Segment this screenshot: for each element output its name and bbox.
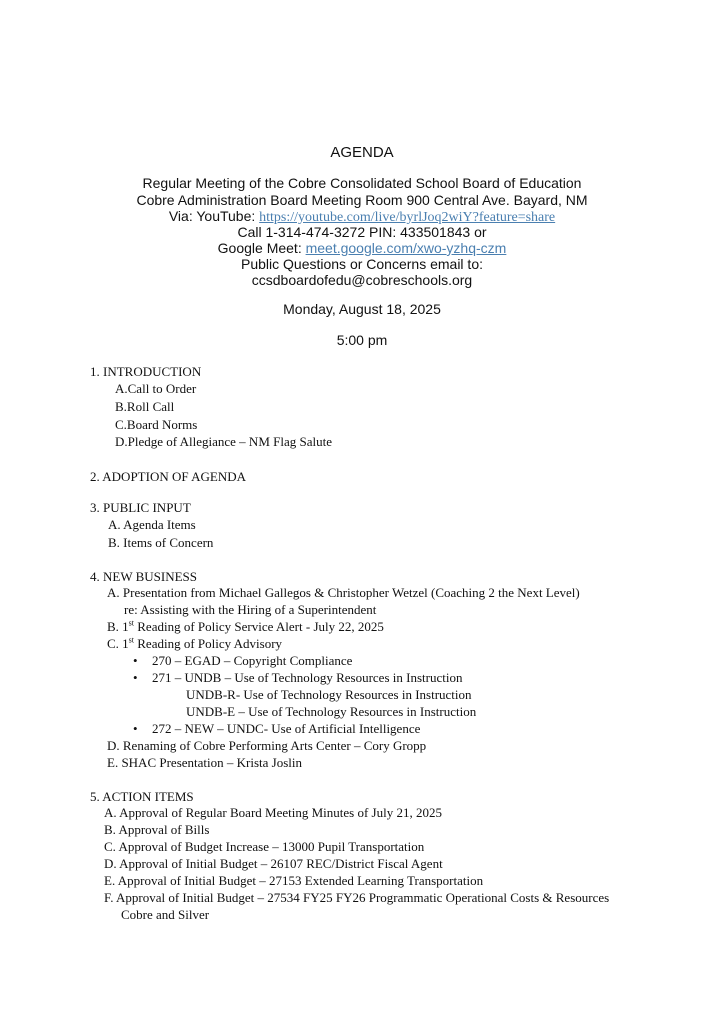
list-item-continuation: re: Assisting with the Hiring of a Superintendent	[124, 602, 377, 617]
list-item: C.Board Norms	[115, 417, 198, 432]
list-item: 272 – NEW – UNDC- Use of Artificial Intelligence	[152, 721, 421, 736]
meeting-location: Cobre Administration Board Meeting Room 900 Central Ave. Bayard, NM	[136, 192, 588, 208]
section-adoption-heading: 2. ADOPTION OF AGENDA	[90, 469, 247, 484]
list-item: F. Approval of Initial Budget – 27534 FY25 FY26 Programmatic Operational Costs & Resources	[104, 890, 610, 905]
list-item: A.Call to Order	[115, 381, 197, 396]
list-item-part: Reading of Policy Service Alert - July 22, 2025	[134, 619, 384, 634]
youtube-prefix: Via: YouTube:	[168, 208, 260, 224]
list-item: B.Roll Call	[115, 399, 175, 414]
page-title: AGENDA	[330, 144, 394, 161]
ordinal-suffix: st	[128, 635, 135, 645]
list-item: A. Approval of Regular Board Meeting Minutes of July 21, 2025	[104, 805, 442, 820]
list-item: A. Agenda Items	[108, 517, 196, 532]
list-item: 271 – UNDB – Use of Technology Resources in Instruction	[152, 670, 463, 685]
ordinal-suffix: st	[128, 618, 135, 628]
section-action-items-heading: 5. ACTION ITEMS	[90, 789, 194, 804]
meeting-time: 5:00 pm	[336, 332, 388, 348]
bullet-icon: •	[133, 670, 138, 685]
google-meet-link[interactable]: meet.google.com/xwo-yzhq-czm	[305, 240, 507, 256]
bullet-icon: •	[133, 721, 138, 736]
public-questions-line: Public Questions or Concerns email to:	[241, 256, 483, 272]
list-item-part: C. 1	[107, 636, 129, 651]
meeting-date: Monday, August 18, 2025	[283, 301, 441, 317]
list-item: E. SHAC Presentation – Krista Joslin	[107, 755, 302, 770]
list-item-continuation: Cobre and Silver	[121, 907, 210, 922]
list-item-part: Reading of Policy Advisory	[134, 636, 283, 651]
contact-email: ccsdboardofedu@cobreschools.org	[251, 272, 473, 288]
list-item-continuation: UNDB-E – Use of Technology Resources in Instruction	[186, 704, 477, 719]
section-new-business-heading: 4. NEW BUSINESS	[90, 569, 198, 584]
call-in-line: Call 1-314-474-3272 PIN: 433501843 or	[237, 224, 487, 240]
list-item: E. Approval of Initial Budget – 27153 Extended Learning Transportation	[104, 873, 484, 888]
list-item: D. Approval of Initial Budget – 26107 REC/District Fiscal Agent	[104, 856, 443, 871]
bullet-icon: •	[133, 653, 138, 668]
youtube-link[interactable]: https://youtube.com/live/byrlJoq2wiY?feature=share	[259, 210, 556, 225]
list-item-part: B. 1	[107, 619, 129, 634]
list-item: C. Approval of Budget Increase – 13000 Pupil Transportation	[104, 839, 425, 854]
list-item: B. Approval of Bills	[104, 822, 210, 837]
section-public-input-heading: 3. PUBLIC INPUT	[90, 500, 191, 515]
list-item: D.Pledge of Allegiance – NM Flag Salute	[115, 434, 332, 449]
list-item-continuation: UNDB-R- Use of Technology Resources in Instruction	[186, 687, 472, 702]
list-item: A. Presentation from Michael Gallegos & Christopher Wetzel (Coaching 2 the Next Level)	[107, 585, 580, 600]
meeting-name: Regular Meeting of the Cobre Consolidated School Board of Education	[142, 175, 582, 191]
list-item: D. Renaming of Cobre Performing Arts Center – Cory Gropp	[107, 738, 427, 753]
list-item: B. Items of Concern	[108, 535, 214, 550]
list-item	[107, 619, 384, 635]
section-introduction-heading: 1. INTRODUCTION	[90, 364, 202, 379]
meet-prefix: Google Meet:	[217, 240, 306, 256]
list-item: 270 – EGAD – Copyright Compliance	[152, 653, 353, 668]
list-item	[107, 636, 282, 652]
